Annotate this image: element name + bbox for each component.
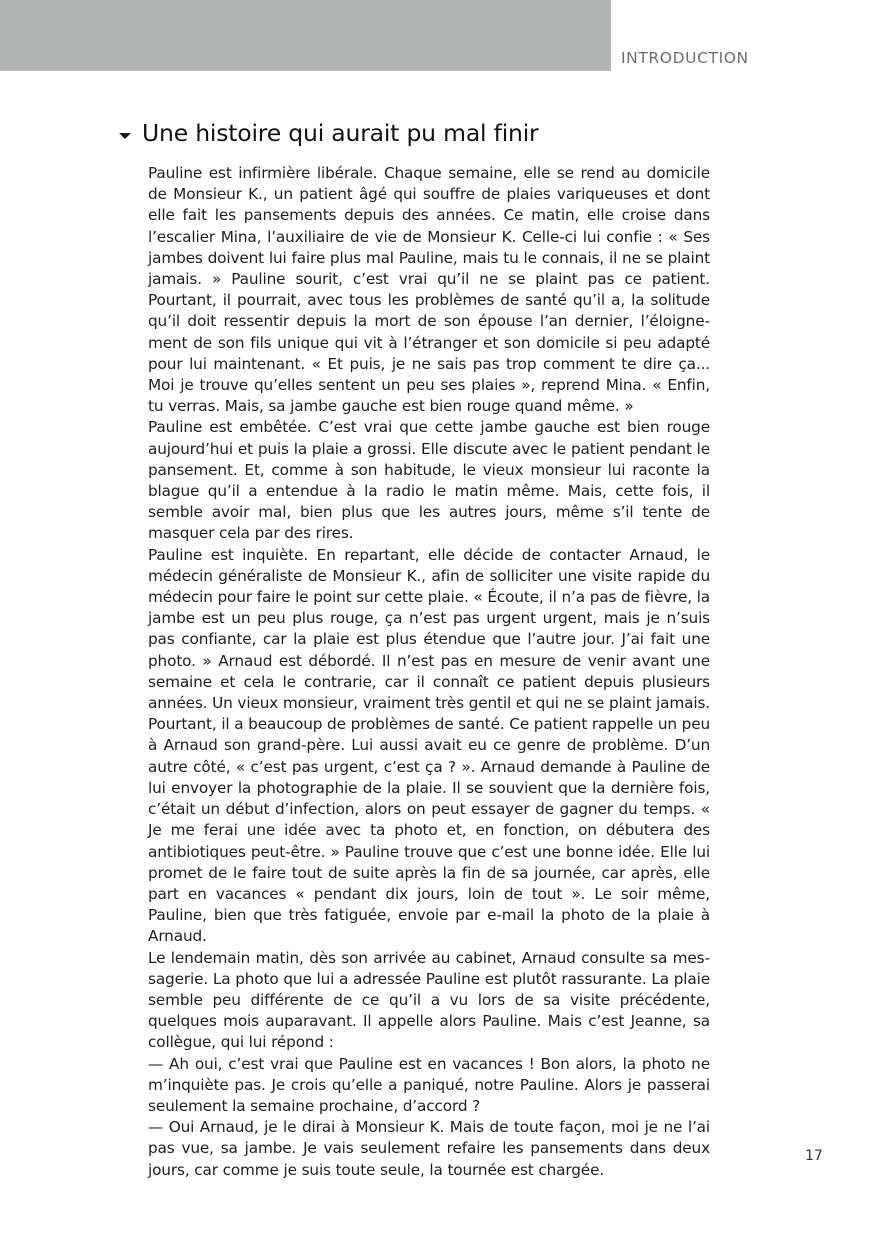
- paragraph: Pauline est inquiète. En repartant, elle décide de contacter Arnaud, le médecin généraliste de Monsieur K., afin de solliciter une visite rapide du médecin pour faire le point sur cette plaie. « Écoute, il n’a pas de fièvre, la jambe est un peu plus rouge, ça n’est pas urgent urgent, mais je n’suis pas confiante, car la plaie est plus étendue que l’autre jour. J’ai fait une photo. » Arnaud est débordé. Il n’est pas en mesure de venir avant une semaine et cela le contrarie, car il connaît ce patient depuis plusieurs années. Un vieux monsieur, vraiment très gentil et qui ne se plaint jamais. Pourtant, il a beaucoup de problèmes de santé. Ce patient rappelle un peu à Arnaud son grand-père. Lui aussi avait eu ce genre de problème. D’un autre côté, « c’est pas urgent, c’est ça ? ». Arnaud demande à Pauline de lui envoyer la photographie de la plaie. Il se souvient que la dernière fois, c’était un début d’infection, alors on peut essayer de gagner du temps. « Je me ferai une idée avec ta photo et, en fonction, on débutera des antibiotiques peut-être. » Pauline trouve que c’est une bonne idée. Elle lui promet de le faire tout de suite après la fin de sa journée, car après, elle part en vacances « pendant dix jours, loin de tout ». Le soir même, Pauline, bien que très fatiguée, envoie par e-mail la photo de la plaie à Arnaud.: [148, 545, 710, 946]
- section-label: INTRODUCTION: [621, 49, 749, 67]
- section-heading: [119, 119, 539, 147]
- paragraph: — Oui Arnaud, je le dirai à Monsieur K. Mais de toute façon, moi je ne l’ai pas vue, sa jambe. Je vais seulement refaire les pansements dans deux jours, car comme je suis toute seule, la tournée est chargée.: [148, 1118, 710, 1179]
- header-band: [0, 0, 611, 71]
- section-title: Une histoire qui aurait pu mal finir: [142, 119, 539, 147]
- page-number: 17: [805, 1148, 823, 1164]
- paragraph: — Ah oui, c’est vrai que Pauline est en vacances ! Bon alors, la photo ne m’inquiète pas. Je crois qu’elle a paniqué, notre Pauline. Alors je passerai seulement la semaine prochaine, d’accord ?: [148, 1054, 710, 1115]
- body-text: [148, 163, 710, 1181]
- paragraph: Pauline est infirmière libérale. Chaque semaine, elle se rend au domicile de Monsieur K., un patient âgé qui souffre de plaies variqueuses et dont elle fait les pansements depuis des années. Ce matin, elle croise dans l’escalier Mina, l’auxiliaire de vie de Monsieur K. Celle-ci lui confie : « Ses jambes doivent lui faire plus mal Pauline, mais tu le connais, il ne se plaint jamais. » Pauline sourit, c’est vrai qu’il ne se plaint pas ce patient. Pourtant, il pourrait, avec tous les problèmes de santé qu’il a, la solitude qu’il doit ressentir depuis la mort de son épouse l’an dernier, l’éloignement de son fils unique qui vit à l’étranger et son domicile si peu adapté pour lui maintenant. « Et puis, je ne sais pas trop comment te dire ça... Moi je trouve qu’elles sentent un peu ses plaies », reprend Mina. « Enfin, tu verras. Mais, sa jambe gauche est bien rouge quand même. »: [148, 164, 710, 416]
- paragraph: Pauline est embêtée. C’est vrai que cette jambe gauche est bien rouge aujourd’hui et puis la plaie a grossi. Elle discute avec le patient pendant le pansement. Et, comme à son habitude, le vieux monsieur lui raconte la blague qu’il a entendue à la radio le matin même. Mais, cette fois, il semble avoir mal, bien plus que les autres jours, même s’il tente de masquer cela par des rires.: [148, 418, 710, 543]
- paragraph: Le lendemain matin, dès son arrivée au cabinet, Arnaud consulte sa messagerie. La photo que lui a adressée Pauline est plutôt rassurante. La plaie semble peu différente de ce qu’il a vu lors de sa visite précédente, quelques mois auparavant. Il appelle alors Pauline. Mais c’est Jeanne, sa collègue, qui lui répond :: [148, 948, 710, 1052]
- caret-down-icon: [119, 133, 131, 139]
